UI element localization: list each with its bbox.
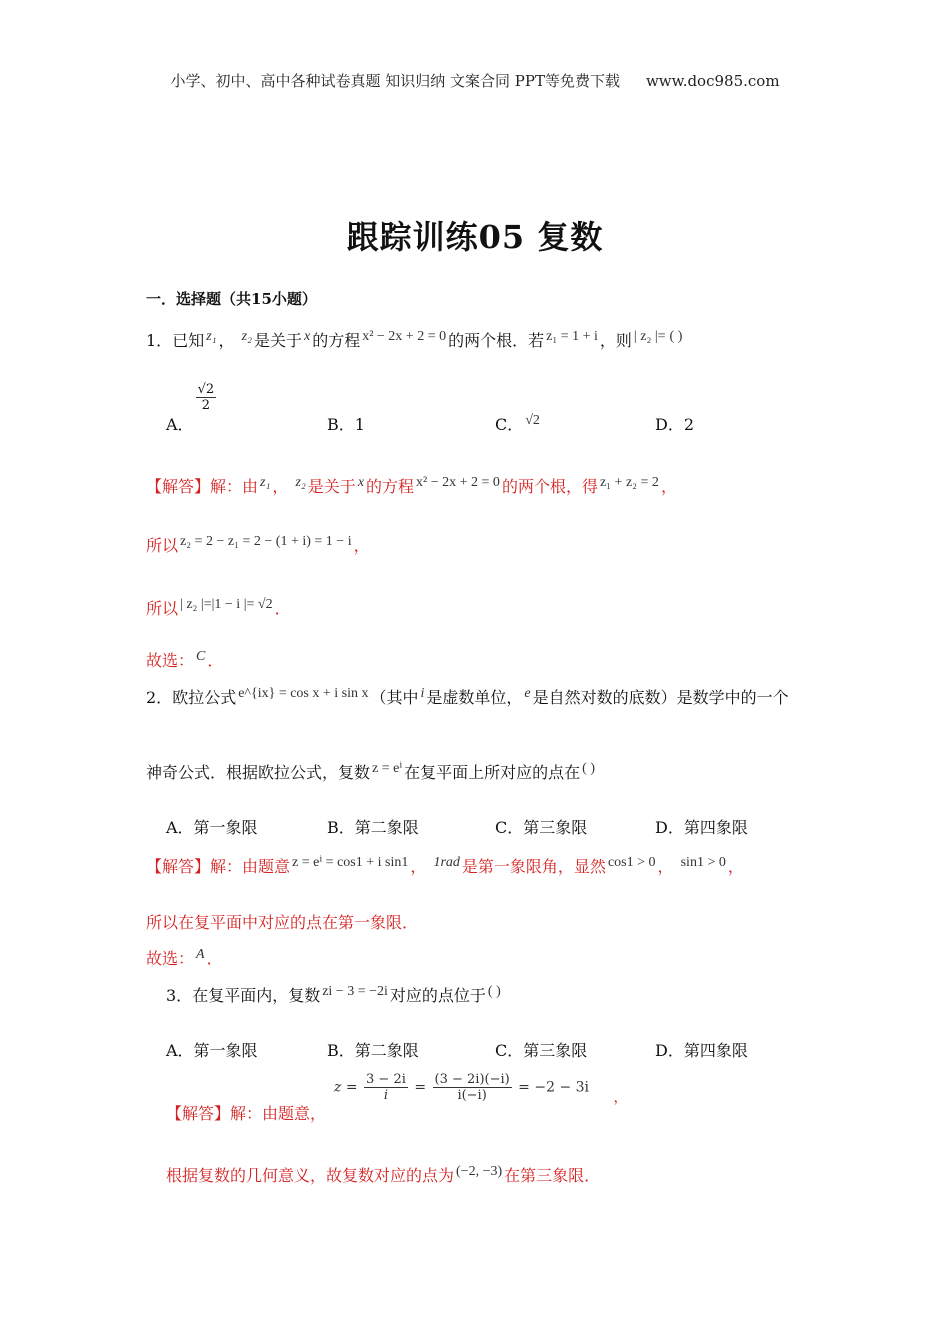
q2-stem-line2: 神奇公式．根据欧拉公式，复数 z = eⁱ 在复平面上所对应的点在 ( ) <box>146 761 595 782</box>
q1-choice: 故选： C ． <box>146 649 224 670</box>
q1-answer-line3: 所以 | z₂ |=|1 − i |= √2 ． <box>146 597 291 618</box>
q2-option-c[interactable]: C．第三象限 <box>495 818 588 837</box>
q3-option-b[interactable]: B．第二象限 <box>327 1041 419 1060</box>
q2-answer-line1: 【解答】解：由题意 z = eⁱ = cos1 + i sin1 ， 1rad 是第一象限角，显然 cos1 > 0 ， sin1 > 0 ， <box>146 855 744 876</box>
q1-stem: 1．已知 z₁ ， z₂ 是关于 x 的方程 x² − 2x + 2 = 0 的两个根．若 z₁ = 1 + i ，则 | z₂ |= ( ) <box>146 329 683 350</box>
q2-answer-line2: 所以在复平面中对应的点在第一象限． <box>146 913 419 932</box>
q3-option-a[interactable]: A．第一象限 <box>166 1041 258 1060</box>
header-site[interactable]: www.doc985.com <box>645 72 780 90</box>
q1-answer-line1: 【解答】解：由 z₁ ， z₂ 是关于 x 的方程 x² − 2x + 2 = 0 的两个根，得 z₁ + z₂ = 2 ， <box>146 475 677 496</box>
q3-fraction-1: $\frac{3 - 2i}{i}$ <box>366 1072 406 1103</box>
page-title: 跟踪训练05 复数 <box>346 218 604 256</box>
q1-answer-line2: 所以 z₂ = 2 − z₁ = 2 − (1 + i) = 1 − i ， <box>146 534 370 555</box>
q2-option-d[interactable]: D．第四象限 <box>655 818 748 837</box>
q2-choice: 故选： A ． <box>146 947 223 968</box>
section-heading: 一．选择题（共15小题） <box>146 290 317 308</box>
q3-option-c[interactable]: C．第三象限 <box>495 1041 588 1060</box>
header-text: 小学、初中、高中各种试卷真题 知识归纳 文案合同 PPT等免费下载 <box>170 72 620 90</box>
q3-stem: 3．在复平面内，复数 zi − 3 = −2i 对应的点位于 ( ) <box>166 984 501 1005</box>
q1-option-d[interactable]: D．2 <box>655 415 695 434</box>
q3-answer-label: 【解答】解：由题意， <box>166 1104 327 1123</box>
q3-fraction-2: $\frac{(3 - 2i)(-i)}{i(-i)}$ <box>434 1072 510 1103</box>
q3-answer-line2: 根据复数的几何意义，故复数对应的点为 (−2, −3) 在第三象限． <box>166 1164 601 1185</box>
q3-answer-equation: z = $\frac{3 - 2i}{i}$ = $\frac{(3 - 2i)(-i)}{i(-i)}$ = −2 − 3i ， <box>334 1072 628 1106</box>
q1-option-b[interactable]: B．1 <box>327 415 365 434</box>
q2-option-b[interactable]: B．第二象限 <box>327 818 419 837</box>
q3-option-d[interactable]: D．第四象限 <box>655 1041 748 1060</box>
q1-option-a[interactable]: A． $\frac{√2}{2}$ <box>166 382 215 434</box>
q1-option-a-fraction: $\frac{√2}{2}$ <box>197 382 215 413</box>
page-header <box>0 70 950 91</box>
q2-stem-line1: 2．欧拉公式 e^{ix} = cos x + i sin x （其中 i 是虚数单位， e 是自然对数的底数）是数学中的一个 <box>146 686 789 707</box>
q2-option-a[interactable]: A．第一象限 <box>166 818 258 837</box>
q1-option-c[interactable]: C． √2 <box>495 413 540 434</box>
